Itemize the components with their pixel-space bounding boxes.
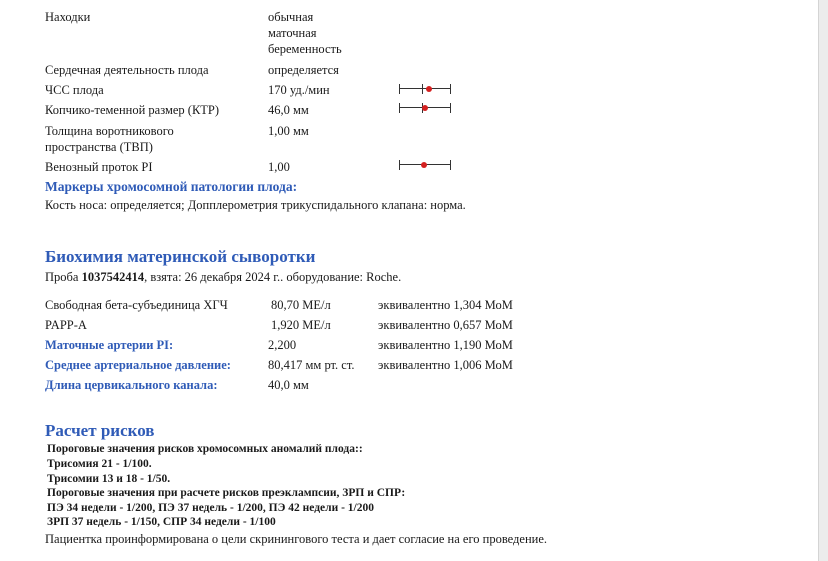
markers-heading: Маркеры хромосомной патологии плода: [45, 179, 298, 194]
row-dv-value: 1,00 [268, 160, 290, 174]
row-map-label: Среднее артериальное давление: [45, 358, 231, 372]
crl-value-marker [422, 105, 428, 111]
row-pappa-value: 1,920 МЕ/л [271, 318, 331, 332]
dv-value-marker [421, 162, 427, 168]
row-bhcg-label: Свободная бета-субъединица ХГЧ [45, 298, 228, 312]
row-nt-value: 1,00 мм [268, 124, 309, 138]
risk-line-1: Пороговые значения рисков хромосомных аномалий плода:: [47, 443, 363, 455]
row-map-value: 80,417 мм рт. ст. [268, 358, 355, 372]
row-crl-value: 46,0 мм [268, 103, 309, 117]
row-uta-mom: эквивалентно 1,190 МоМ [378, 338, 513, 352]
row-dv-label: Венозный проток PI [45, 160, 153, 174]
risk-heading: Расчет рисков [45, 421, 155, 440]
risk-line-4: Пороговые значения при расчете рисков преэклампсии, ЗРП и СПР: [47, 487, 406, 499]
row-findings-label: Находки [45, 10, 91, 24]
crl-range-indicator [399, 103, 451, 113]
risk-line-3: Трисомии 13 и 18 - 1/50. [47, 473, 171, 485]
biochem-heading: Биохимия материнской сыворотки [45, 247, 316, 266]
row-bhcg-mom: эквивалентно 1,304 МоМ [378, 298, 513, 312]
risk-line-2: Трисомия 21 - 1/100. [47, 458, 152, 470]
row-fetal-heart-value: определяется [268, 63, 339, 77]
row-uta-label: Маточные артерии PI: [45, 338, 174, 352]
row-nt-label: Толщина воротникового пространства (ТВП) [45, 124, 174, 154]
fhr-range-indicator [399, 84, 451, 94]
row-map-mom: эквивалентно 1,006 МоМ [378, 358, 513, 372]
row-crl-label: Копчико-теменной размер (КТР) [45, 103, 220, 117]
row-findings-value: обычная маточная беременность [268, 10, 342, 56]
consent-text: Пациентка проинформирована о цели скринингового теста и дает согласие на его проведение. [45, 532, 548, 546]
row-cervix-label: Длина цервикального канала: [45, 378, 218, 392]
row-uta-value: 2,200 [268, 338, 297, 352]
risk-line-5: ПЭ 34 недели - 1/200, ПЭ 37 недель - 1/200, ПЭ 42 недели - 1/200 [47, 502, 374, 514]
markers-text: Кость носа: определяется; Допплерометрия трикуспидального клапана: норма. [45, 198, 466, 212]
risk-line-6: ЗРП 37 недель - 1/150, СПР 34 недели - 1/100 [47, 516, 276, 528]
fhr-value-marker [426, 86, 432, 92]
sample-info: Проба 1037542414, взята: 26 декабря 2024 г.. оборудование: Roche. [45, 270, 402, 284]
row-fhr-value: 170 уд./мин [268, 83, 330, 97]
row-bhcg-value: 80,70 МЕ/л [271, 298, 331, 312]
dv-range-indicator [399, 160, 451, 170]
row-fhr-label: ЧСС плода [45, 83, 104, 97]
row-cervix-value: 40,0 мм [268, 378, 309, 392]
row-pappa-mom: эквивалентно 0,657 МоМ [378, 318, 513, 332]
row-fetal-heart-label: Сердечная деятельность плода [45, 63, 209, 77]
row-pappa-label: PAPP-A [45, 318, 87, 332]
